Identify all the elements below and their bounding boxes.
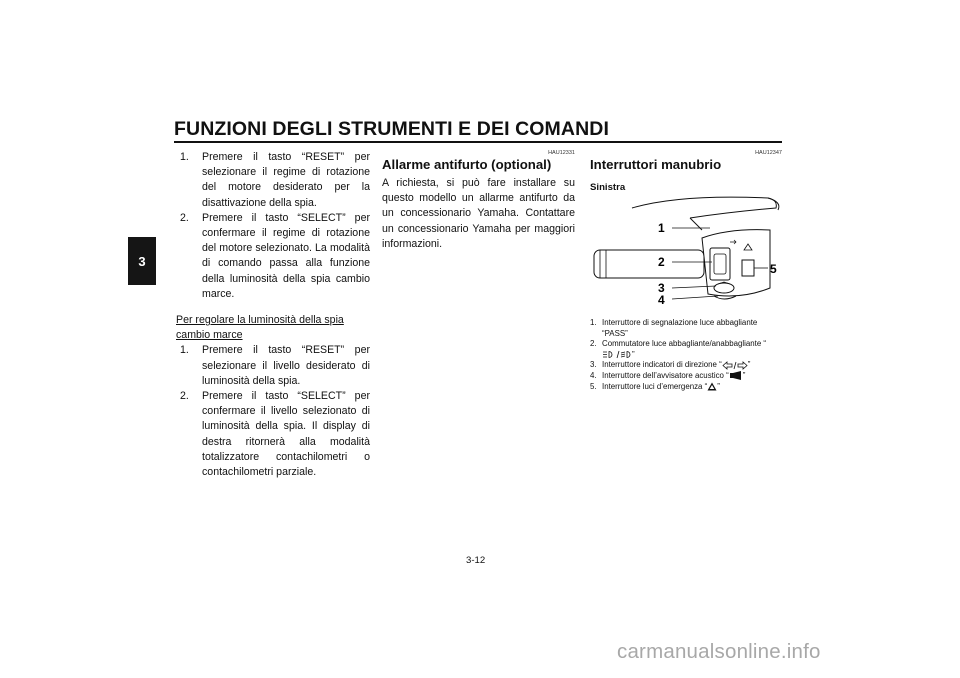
- section-code: HAU12347: [755, 150, 782, 156]
- section-subtitle: Sinistra: [590, 182, 626, 193]
- step-number: 1.: [180, 151, 189, 163]
- list-item: [590, 382, 785, 393]
- legend-text: Interruttore luci d’emergenza “: [602, 381, 708, 391]
- step-number: 1.: [180, 344, 189, 357]
- list-item: [176, 343, 370, 389]
- legend-text: Interruttore indicatori di direzione “: [602, 360, 722, 370]
- steps-list-b: [176, 343, 370, 480]
- horn-icon: [729, 371, 743, 380]
- step-text: Premere il tasto “RESET” per selezionare il livello desiderato di luminosità della spia.: [202, 344, 370, 387]
- list-item: [176, 150, 370, 211]
- list-item: [590, 371, 785, 382]
- legend-text-wrapper: [602, 371, 785, 382]
- callout-3: 3: [658, 281, 665, 295]
- legend-text-wrapper: [602, 339, 785, 360]
- legend-text-wrapper: [602, 382, 785, 393]
- legend-number: 5.: [590, 381, 597, 391]
- callout-5: 5: [770, 262, 777, 276]
- legend-text-end: ”: [632, 349, 635, 359]
- column-2: [382, 150, 575, 252]
- legend-text-end: ”: [742, 370, 746, 380]
- callout-1: 1: [658, 221, 665, 235]
- legend-text: Interruttore dell’avvisatore acustico “: [602, 370, 729, 380]
- list-item: [590, 318, 785, 339]
- step-number: 2.: [180, 211, 189, 224]
- section-code: HAU12331: [548, 150, 575, 156]
- column-3: [590, 150, 782, 195]
- handlebar-switch-diagram: [590, 192, 785, 312]
- legend-text: Commutatore luce abbagliante/anabbagliante “: [602, 339, 767, 349]
- legend-number: 4.: [590, 370, 597, 380]
- chapter-tab: 3: [128, 237, 156, 285]
- step-number: 2.: [180, 390, 189, 403]
- subheading: Per regolare la luminosità della spia cambio marce: [176, 314, 344, 342]
- section-paragraph: A richiesta, si può fare installare su questo modello un allarme antifurto da un concessionario Yamaha. Contattare un concessionario Yamaha per maggiori informazioni.: [382, 177, 575, 250]
- diagram-legend: [590, 318, 785, 392]
- watermark: carmanualsonline.info: [617, 640, 821, 663]
- list-item: [176, 211, 370, 302]
- list-item: [590, 360, 785, 371]
- step-text: Premere il tasto “RESET” per selezionare il regime di rotazione del motore desiderato per la disattivazione della spia.: [202, 151, 370, 209]
- step-text: Premere il tasto “SELECT” per confermare il livello selezionato di luminosità della spia. Il display di destra ritornerà alla modalità totalizzatore contachilometri o contachilometri parziale.: [202, 390, 370, 479]
- section-heading: Allarme antifurto (optional): [382, 157, 552, 172]
- page-number: 3-12: [466, 555, 486, 566]
- legend-number: 3.: [590, 360, 597, 370]
- turn-signal-left-right-icon: [722, 361, 748, 370]
- steps-list-a: [176, 150, 370, 302]
- section-heading: Interruttori manubrio: [590, 157, 722, 172]
- legend-number: 2.: [590, 339, 597, 349]
- hazard-triangle-icon: [707, 382, 717, 391]
- header-rule: [174, 141, 782, 143]
- callout-4: 4: [658, 293, 665, 307]
- legend-text: Interruttore di segnalazione luce abbagliante “PASS”: [602, 318, 758, 338]
- callout-2: 2: [658, 255, 665, 269]
- legend-text-wrapper: [602, 360, 785, 371]
- step-text: Premere il tasto “SELECT” per confermare il regime di rotazione del motore selezionato. La modalità di comando passa alla funzione della luminosità della spia cambio marce.: [202, 211, 370, 300]
- legend-text-end: ”: [747, 360, 751, 370]
- page-title: FUNZIONI DEGLI STRUMENTI E DEI COMANDI: [174, 118, 609, 140]
- column-1: [176, 150, 370, 480]
- list-item: [176, 389, 370, 480]
- legend-text-end: ”: [717, 381, 720, 391]
- legend-number: 1.: [590, 318, 597, 327]
- headlight-high-low-icon: [602, 350, 632, 359]
- list-item: [590, 339, 785, 360]
